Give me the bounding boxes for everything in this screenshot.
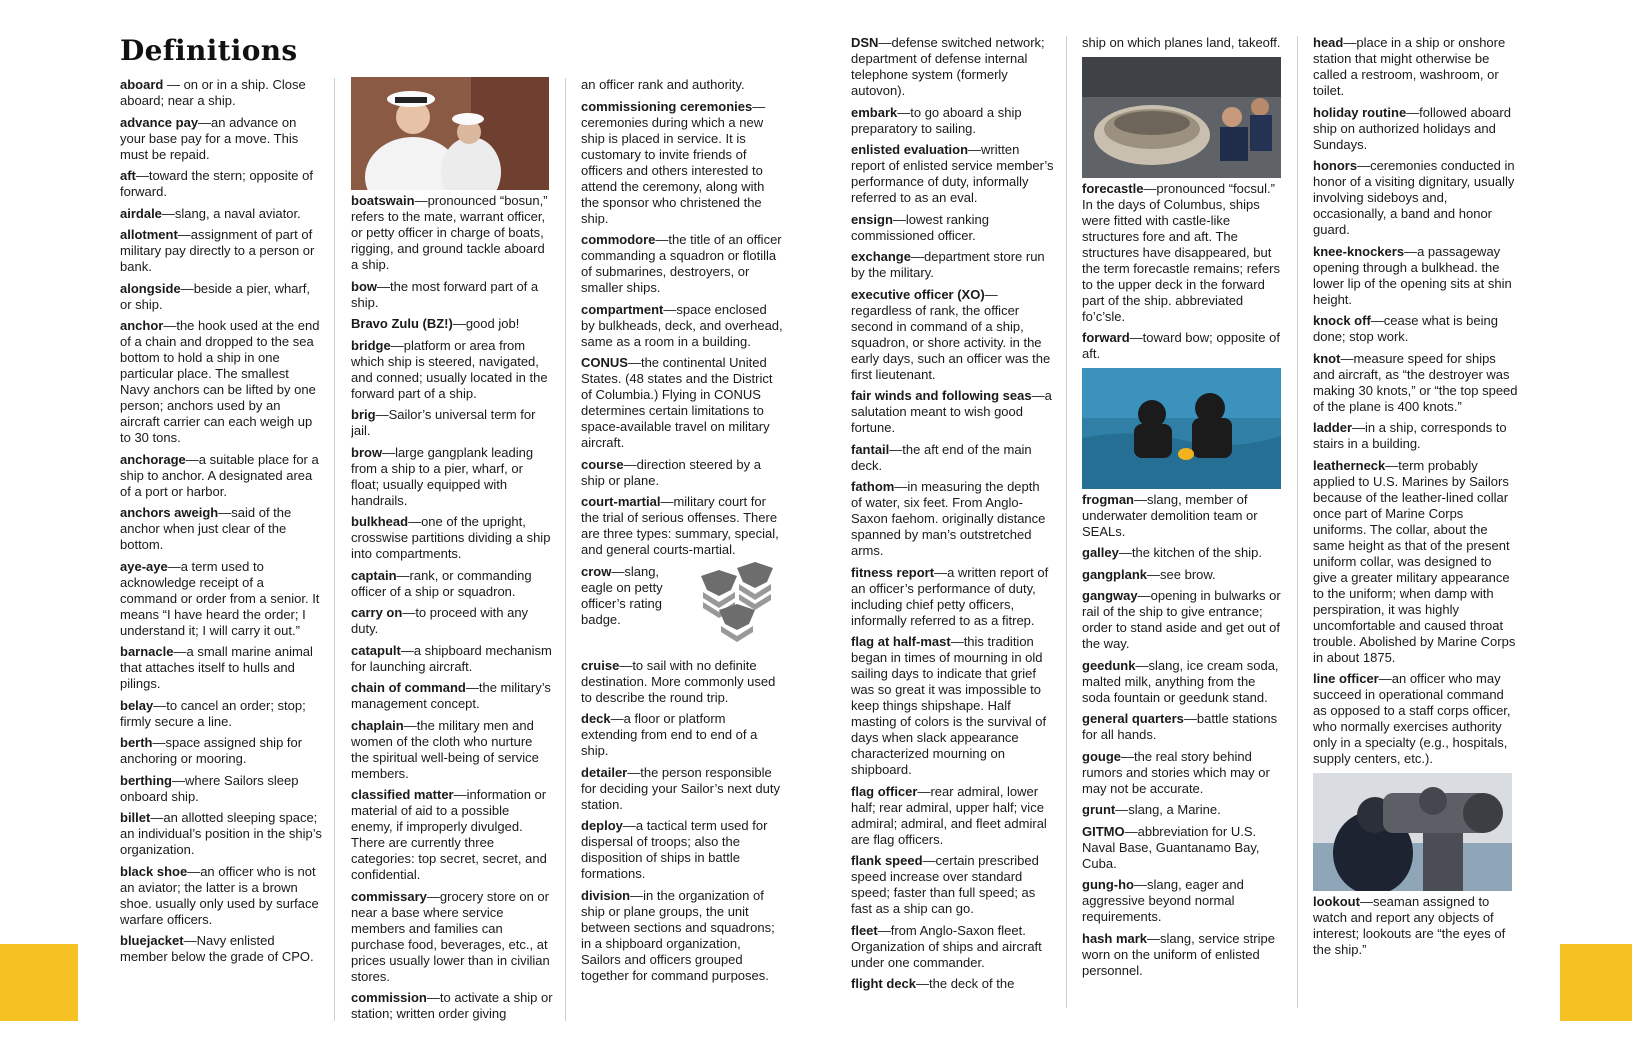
definition-entry <box>120 168 322 200</box>
definition-term: fair winds and following seas <box>851 388 1032 403</box>
definition-text: —a floor or platform extending from end to end of a ship. <box>581 711 758 758</box>
definition-term: commissioning ceremonies <box>581 98 753 114</box>
definition-entry <box>851 442 1054 474</box>
definition-text: —the aft end of the main deck. <box>851 441 1032 473</box>
definition-entry <box>581 564 675 628</box>
definition-text: —a shipboard mechanism for launching aircraft. <box>351 642 552 674</box>
definition-term: general quarters <box>1082 711 1184 726</box>
definition-term: classified matter <box>351 787 454 802</box>
definition-entry <box>851 565 1054 629</box>
definition-term: brig <box>351 407 376 422</box>
definition-entry <box>851 142 1054 206</box>
definition-entry <box>1082 567 1287 583</box>
definition-term: Bravo Zulu (BZ!) <box>351 316 453 331</box>
definition-text: — on or in a ship. Close aboard; near a ship. <box>120 77 306 108</box>
definition-entry <box>1082 545 1287 561</box>
definition-term: berthing <box>120 772 172 788</box>
definition-entry <box>1313 351 1518 415</box>
definition-text: —good job! <box>452 316 520 331</box>
definition-entry <box>1082 492 1287 540</box>
definition-entry <box>120 735 322 767</box>
definition-entry <box>1082 181 1287 325</box>
definition-entry <box>1082 802 1287 818</box>
definition-term: compartment <box>581 301 664 317</box>
definition-text: —the title of an officer commanding a squadron or flotilla of submarines, destroyers, or smaller ships. <box>581 232 782 295</box>
definition-entry <box>851 105 1054 137</box>
definition-term: gung-ho <box>1082 877 1134 892</box>
definition-text: —one of the upright, crosswise partitions dividing a ship into compartments. <box>351 514 551 561</box>
definition-entry <box>120 933 322 965</box>
definition-term: holiday routine <box>1313 104 1407 120</box>
definition-text: —a small marine animal that attaches itself to hulls and pilings. <box>120 644 313 691</box>
definition-entry <box>351 279 553 311</box>
definition-text: —a written report of an officer’s performance of duty, including chief petty officers, informally referred to as a fitrep. <box>851 564 1049 628</box>
definition-text: —large gangplank leading from a ship to a pier, wharf, or float; usually equipped with handrails. <box>351 444 534 508</box>
definition-text: —a tactical term used for dispersal of troops; also the disposition of ships in battle formations. <box>581 818 768 881</box>
definition-entry <box>1082 588 1287 652</box>
definition-text: —Navy enlisted member below the grade of CPO. <box>120 933 314 964</box>
definition-term: bulkhead <box>351 514 409 529</box>
definition-text: —in the organization of ship or plane groups, the unit between sections and squadrons; in a shipboard organization, Sailors and officers grouped together for command purposes. <box>581 887 775 983</box>
definition-term: airdale <box>120 205 162 221</box>
definition-text: —ceremonies conducted in honor of a visiting dignitary, usually involving sideboys and, occasionally, a band and honor guard. <box>1313 158 1515 237</box>
definition-text: —military court for the trial of serious offenses. There are three types: summary, special, and general courts-martial. <box>581 494 779 557</box>
definition-entry <box>120 773 322 805</box>
definition-entry <box>1082 330 1287 362</box>
definition-entry <box>120 452 322 500</box>
definition-term: black shoe <box>120 863 188 879</box>
definition-term: honors <box>1313 158 1358 173</box>
definition-text: —lowest ranking commissioned officer. <box>851 211 990 243</box>
definition-term: belay <box>120 697 154 713</box>
definition-text: —space assigned ship for anchoring or mooring. <box>120 735 303 766</box>
definition-text: —to activate a ship or station; written order giving <box>351 990 553 1021</box>
definition-entry <box>351 407 553 439</box>
definition-term: knock off <box>1313 313 1371 328</box>
definition-term: fleet <box>851 922 878 938</box>
definition-entry <box>581 302 783 350</box>
definition-term: advance pay <box>120 114 199 130</box>
definition-text: —slang, member of underwater demolition team or SEALs. <box>1082 491 1258 539</box>
definition-term: flank speed <box>851 853 923 868</box>
definition-entry <box>120 644 322 692</box>
definition-entry <box>351 568 553 600</box>
column-divider <box>1066 36 1067 1008</box>
definition-text: —rear admiral, lower half; rear admiral, upper half; vice admiral; admiral, and fleet admiral are flag officers. <box>851 783 1047 847</box>
definition-term: billet <box>120 810 151 825</box>
definition-term: frogman <box>1082 491 1134 507</box>
frogman-divers-photo <box>1082 368 1281 489</box>
definition-entry <box>851 35 1054 99</box>
definition-term: line officer <box>1313 671 1379 686</box>
mooring-line-photo <box>1082 57 1281 178</box>
definition-text: —in a ship, corresponds to stairs in a building. <box>1313 420 1507 451</box>
definition-text: —an allotted sleeping space; an individual’s position in the ship’s organization. <box>120 810 322 857</box>
definition-entry <box>851 212 1054 244</box>
definition-text: —from Anglo-Saxon fleet. Organization of ships and aircraft under one commander. <box>851 922 1042 970</box>
left-page-tab <box>0 944 78 1021</box>
column-divider <box>565 78 566 1021</box>
definition-term: forecastle <box>1082 180 1144 196</box>
definition-entry <box>581 888 783 984</box>
definition-term: exchange <box>851 249 911 264</box>
definition-entry <box>1313 671 1518 767</box>
definition-term: forward <box>1082 330 1130 345</box>
definition-term: anchor <box>120 318 164 333</box>
definition-text: —the person responsible for deciding your Sailor’s next duty station. <box>581 764 780 812</box>
definition-term: aye-aye <box>120 558 168 574</box>
definition-term: flight deck <box>851 976 917 991</box>
definition-entry <box>1082 35 1287 51</box>
definition-entry <box>1313 894 1518 958</box>
definition-term: hash mark <box>1082 930 1148 946</box>
definition-entry <box>351 193 553 273</box>
definition-entry <box>851 784 1054 848</box>
definition-text: —ceremonies during which a new ship is placed in service. It is customary to invite friends of officers and others interested to attend the ceremony, along with the sponsor who christened the ship. <box>581 98 766 226</box>
definition-entry <box>851 634 1054 778</box>
definition-text: —slang, a naval aviator. <box>161 205 301 221</box>
definition-entry <box>351 338 553 402</box>
column-divider <box>334 78 335 1021</box>
definition-entry <box>581 658 783 706</box>
definition-entry <box>351 605 553 637</box>
definition-text: —pronounced “focsul.” In the days of Columbus, ships were fitted with castle-like structures fore and aft. The structures have disappeared, but the term forecastle remains; refers to the upper deck in the forward part of the ship. abbreviated fo’c’sle. <box>1082 180 1280 324</box>
definition-term: commodore <box>581 232 656 247</box>
definition-text: —the most forward part of a ship. <box>351 278 539 310</box>
definition-term: gangplank <box>1082 566 1148 582</box>
definitions-column-2 <box>351 77 553 1021</box>
definition-entry <box>581 765 783 813</box>
crow-entry-block <box>581 564 783 658</box>
definition-entry <box>1313 244 1518 308</box>
definition-text: —the military’s management concept. <box>351 680 551 711</box>
definition-term: flag at half-mast <box>851 634 951 649</box>
definition-text: —abbreviation for U.S. Naval Base, Guantanamo Bay, Cuba. <box>1082 823 1260 871</box>
definition-entry <box>1082 749 1287 797</box>
definitions-column-6 <box>1313 35 1518 1010</box>
definition-entry <box>581 457 783 489</box>
photo-illustration <box>1313 773 1512 891</box>
definition-entry <box>120 505 322 553</box>
definition-text: —space enclosed by bulkheads, deck, and overhead, same as a room in a building. <box>581 301 783 349</box>
definition-term: gangway <box>1082 588 1138 603</box>
column-divider <box>1297 36 1298 1008</box>
definition-term: deck <box>581 711 611 726</box>
definition-entry <box>120 227 322 275</box>
definition-text: —term probably applied to U.S. Marines by Sailors because of the leather-lined collar once part of Marine Corps uniforms. The collar, about the same height as that of the present uniform collar, was designed to give a greater military appearance to the uniform; when damp with perspiration, it was highly uncomfortable and caused throat trouble. Abolished by Marine Corps in about 1875. <box>1313 457 1516 665</box>
definition-text: —the deck of the <box>916 976 1015 991</box>
right-page-tab <box>1560 944 1632 1021</box>
definition-entry <box>1313 313 1518 345</box>
definition-text: —a suitable place for a ship to anchor. A designated area of a port or harbor. <box>120 451 319 499</box>
definitions-column-5 <box>1082 35 1287 1010</box>
definition-term: allotment <box>120 227 178 242</box>
definition-text: —direction steered by a ship or plane. <box>581 456 761 488</box>
definition-term: commissary <box>351 888 427 904</box>
definition-term: catapult <box>351 642 401 658</box>
definition-entry <box>1313 158 1518 238</box>
definition-text: —opening in bulwarks or rail of the ship to give entrance; order to stand aside and get out of the way. <box>1082 588 1281 651</box>
definition-entry <box>351 990 553 1021</box>
definition-term: executive officer (XO) <box>851 286 985 302</box>
definition-text: —department store run by the military. <box>851 249 1045 280</box>
definition-term: ensign <box>851 211 893 227</box>
definition-text: —slang, service stripe worn on the uniform of enlisted personnel. <box>1082 930 1275 978</box>
definition-term: crow <box>581 563 612 579</box>
definition-text: ship on which planes land, takeoff. <box>1082 35 1281 50</box>
photo-illustration <box>1082 368 1281 489</box>
definition-text: —an officer who may succeed in operational command as opposed to a staff corps officer, who normally exercises authority only in a specialty (e.g., hospitals, supply centers, etc.). <box>1313 671 1511 766</box>
definition-text: —certain prescribed speed increase over standard speed; faster than full speed; as fast as a ship can go. <box>851 853 1039 916</box>
definition-entry <box>1082 877 1287 925</box>
definition-text: —followed aboard ship on authorized holidays and Sundays. <box>1313 104 1511 152</box>
definition-entry <box>581 232 783 296</box>
definition-text: —place in a ship or onshore station that might otherwise be called a restroom, washroom, or toilet. <box>1313 35 1506 98</box>
definition-entry <box>120 698 322 730</box>
definition-entry <box>851 479 1054 559</box>
definition-text: —where Sailors sleep onboard ship. <box>120 772 299 804</box>
definition-term: anchors aweigh <box>120 505 219 520</box>
definition-entry <box>120 77 322 109</box>
definition-term: barnacle <box>120 644 174 659</box>
definition-entry <box>581 711 783 759</box>
definition-text: —said of the anchor when just clear of the bottom. <box>120 505 292 552</box>
definition-entry <box>1313 35 1518 99</box>
page-title: Definitions <box>120 34 298 67</box>
definition-term: CONUS <box>581 355 628 370</box>
definition-text: an officer rank and authority. <box>581 77 745 92</box>
definition-entry <box>1082 711 1287 743</box>
definition-entry <box>851 388 1054 436</box>
definition-term: grunt <box>1082 802 1116 817</box>
definition-text: —to cancel an order; stop; firmly secure a line. <box>120 697 306 729</box>
definition-text: —a passageway opening through a bulkhead. the lower lip of the opening sits at shin height. <box>1313 243 1512 307</box>
definition-text: —an officer who is not an aviator; the latter is a brown shoe. usually only used by surface warfare officers. <box>120 863 319 927</box>
definition-entry <box>351 680 553 712</box>
boatswain-whistle-photo <box>351 77 549 190</box>
definition-entry <box>1082 931 1287 979</box>
definition-term: enlisted evaluation <box>851 142 969 157</box>
definition-term: course <box>581 456 624 472</box>
definition-entry <box>1082 824 1287 872</box>
definition-text: —see brow. <box>1147 566 1216 582</box>
definition-entry <box>120 864 322 928</box>
definition-entry <box>351 316 553 332</box>
definition-text: — regardless of rank, the officer second in command of a ship, squadron, or shore activity. in the early days, such an officer was the first lieutenant. <box>851 286 1051 382</box>
definition-text: —toward bow; opposite of aft. <box>1082 330 1280 361</box>
photo-illustration <box>351 77 549 190</box>
definition-term: ladder <box>1313 420 1353 435</box>
definition-text: —a term used to acknowledge receipt of a command or order from a senior. It means “I have heard the order; I understand it; I will carry it out.” <box>120 558 320 638</box>
definition-entry <box>851 853 1054 917</box>
definition-entry <box>851 287 1054 383</box>
definitions-column-4 <box>851 35 1054 1010</box>
definition-entry <box>120 206 322 222</box>
definition-text: —rank, or commanding officer of a ship or squadron. <box>351 567 532 599</box>
definition-term: bridge <box>351 337 391 353</box>
definition-text: —battle stations for all hands. <box>1082 711 1278 742</box>
definition-entry <box>351 787 553 883</box>
definition-term: flag officer <box>851 783 918 799</box>
definition-term: lookout <box>1313 893 1360 909</box>
definition-term: embark <box>851 104 898 120</box>
definition-term: cruise <box>581 657 620 673</box>
definition-term: carry on <box>351 605 403 620</box>
definition-entry <box>851 976 1054 992</box>
definition-term: chaplain <box>351 717 404 733</box>
definition-entry <box>581 77 783 93</box>
definition-term: bluejacket <box>120 933 184 948</box>
definition-text: —pronounced “bosun,” refers to the mate, warrant officer, or petty officer in charge of boats, rigging, and ground tackle aboard a ship. <box>351 193 548 272</box>
definitions-column-1 <box>120 77 322 1021</box>
definition-entry <box>120 318 322 446</box>
definition-text: —toward the stern; opposite of forward. <box>120 168 313 199</box>
definition-term: head <box>1313 35 1344 50</box>
definition-text: —to proceed with any duty. <box>351 605 529 636</box>
definition-text: —platform or area from which ship is steered, navigated, and conned; usually located in the forward part of a ship. <box>351 337 548 401</box>
definition-term: GITMO <box>1082 823 1125 839</box>
definition-term: leatherneck <box>1313 457 1386 473</box>
definition-text: —slang, eagle on petty officer’s rating badge. <box>581 563 663 627</box>
definition-term: deploy <box>581 818 623 833</box>
definition-text: —to sail with no definite destination. More commonly used to describe the round trip. <box>581 657 776 705</box>
definition-entry <box>351 718 553 782</box>
photo-illustration <box>1082 57 1281 178</box>
definition-text: —the continental United States. (48 states and the District of Columbia.) Flying in CONUS determines certain limitations to space-available travel on military aircraft. <box>581 355 773 450</box>
definition-text: —in measuring the depth of water, six feet. From Anglo-Saxon faehom. originally distance spanned by man’s outstretched arms. <box>851 479 1046 558</box>
definition-text: —to go aboard a ship preparatory to sailing. <box>851 104 1022 136</box>
definition-entry <box>581 818 783 882</box>
definition-term: anchorage <box>120 451 186 467</box>
definition-text: —assignment of part of military pay directly to a person or bank. <box>120 227 315 274</box>
definition-term: detailer <box>581 764 628 780</box>
definition-text: —beside a pier, wharf, or ship. <box>120 280 311 312</box>
definition-entry <box>351 514 553 562</box>
definition-entry <box>1313 458 1518 666</box>
definition-text: —defense switched network; department of defense internal telephone system (formerly autovon). <box>851 35 1045 98</box>
lookout-binoculars-photo <box>1313 773 1512 891</box>
definition-term: captain <box>351 567 397 583</box>
definition-text: —seaman assigned to watch and report any objects of interest; lookouts are “the eyes of the ship.” <box>1313 893 1506 957</box>
definition-entry <box>851 923 1054 971</box>
definition-term: division <box>581 887 631 903</box>
definition-term: aboard <box>120 77 164 92</box>
definition-text: —the real story behind rumors and stories which may or may not be accurate. <box>1082 748 1270 796</box>
definition-entry <box>351 643 553 675</box>
definition-entry <box>351 889 553 985</box>
definition-term: boatswain <box>351 193 415 208</box>
definition-text: —a salutation meant to wish good fortune. <box>851 388 1052 435</box>
definition-text: —grocery store on or near a base where service members and families can purchase food, beverages, etc., at prices usually lower than in civilian stores. <box>351 888 550 984</box>
definition-entry <box>120 559 322 639</box>
rating-badge-illustration <box>691 562 783 652</box>
definition-text: —the hook used at the end of a chain and dropped to the sea bottom to hold a ship in one particular place. The smallest Navy anchors can be lifted by one person; anchors used by an aircraft carrier can each weigh up to 30 tons. <box>120 318 320 445</box>
definition-entry <box>581 494 783 558</box>
definition-term: knot <box>1313 350 1341 366</box>
definition-term: alongside <box>120 280 181 296</box>
definition-entry <box>120 810 322 858</box>
definition-text: —slang, a Marine. <box>1115 802 1221 817</box>
definition-entry <box>120 115 322 163</box>
definition-entry <box>1082 658 1287 706</box>
definitions-column-3 <box>581 77 783 1021</box>
definition-term: bow <box>351 278 377 294</box>
definition-term: aft <box>120 168 136 183</box>
definition-text: —slang, eager and aggressive beyond normal requirements. <box>1082 877 1244 924</box>
definition-term: commission <box>351 990 427 1005</box>
definition-entry <box>120 281 322 313</box>
definition-text: —Sailor’s universal term for jail. <box>351 407 536 438</box>
definition-text: —written report of enlisted service member’s performance of duty, informally referred to as an eval. <box>851 142 1054 205</box>
definition-term: geedunk <box>1082 657 1136 673</box>
definition-term: brow <box>351 444 383 460</box>
definition-entry <box>851 249 1054 281</box>
definition-entry <box>1313 105 1518 153</box>
definition-term: knee-knockers <box>1313 243 1405 259</box>
definition-entry <box>1313 420 1518 452</box>
definition-text: —this tradition began in times of mourning in old sailing days to indicate that grief was so great it was impossible to keep things shipshape. Half masting of colors is the survival of days when slack appearance characterized mourning on shipboard. <box>851 634 1047 777</box>
definition-entry <box>351 445 553 509</box>
definition-term: DSN <box>851 35 879 50</box>
definition-text: —cease what is being done; stop work. <box>1313 313 1498 344</box>
definition-term: fantail <box>851 441 890 457</box>
definition-text: —an advance on your base pay for a move. This must be repaid. <box>120 114 299 162</box>
definition-text: —slang, ice cream soda, malted milk, anything from the soda fountain or geedunk stand. <box>1082 657 1279 705</box>
definition-entry <box>581 99 783 227</box>
definition-term: fitness report <box>851 564 935 580</box>
definition-text: —measure speed for ships and aircraft, as “the destroyer was making 30 knots,” or “the top speed of the plane is 400 knots.” <box>1313 350 1518 414</box>
definition-term: galley <box>1082 545 1119 560</box>
definition-term: fathom <box>851 479 895 494</box>
definition-text: —the military men and women of the cloth who nurture the spiritual well-being of service members. <box>351 717 539 781</box>
definition-term: court-martial <box>581 494 661 509</box>
definition-term: chain of command <box>351 680 466 695</box>
definition-text: —information or material of aid to a possible enemy, if improperly divulged. There are currently three categories: top secret, secret, and confidential. <box>351 787 547 882</box>
definition-text: —the kitchen of the ship. <box>1118 545 1262 560</box>
definition-entry <box>581 355 783 451</box>
definition-term: gouge <box>1082 748 1121 764</box>
definition-term: berth <box>120 735 153 750</box>
